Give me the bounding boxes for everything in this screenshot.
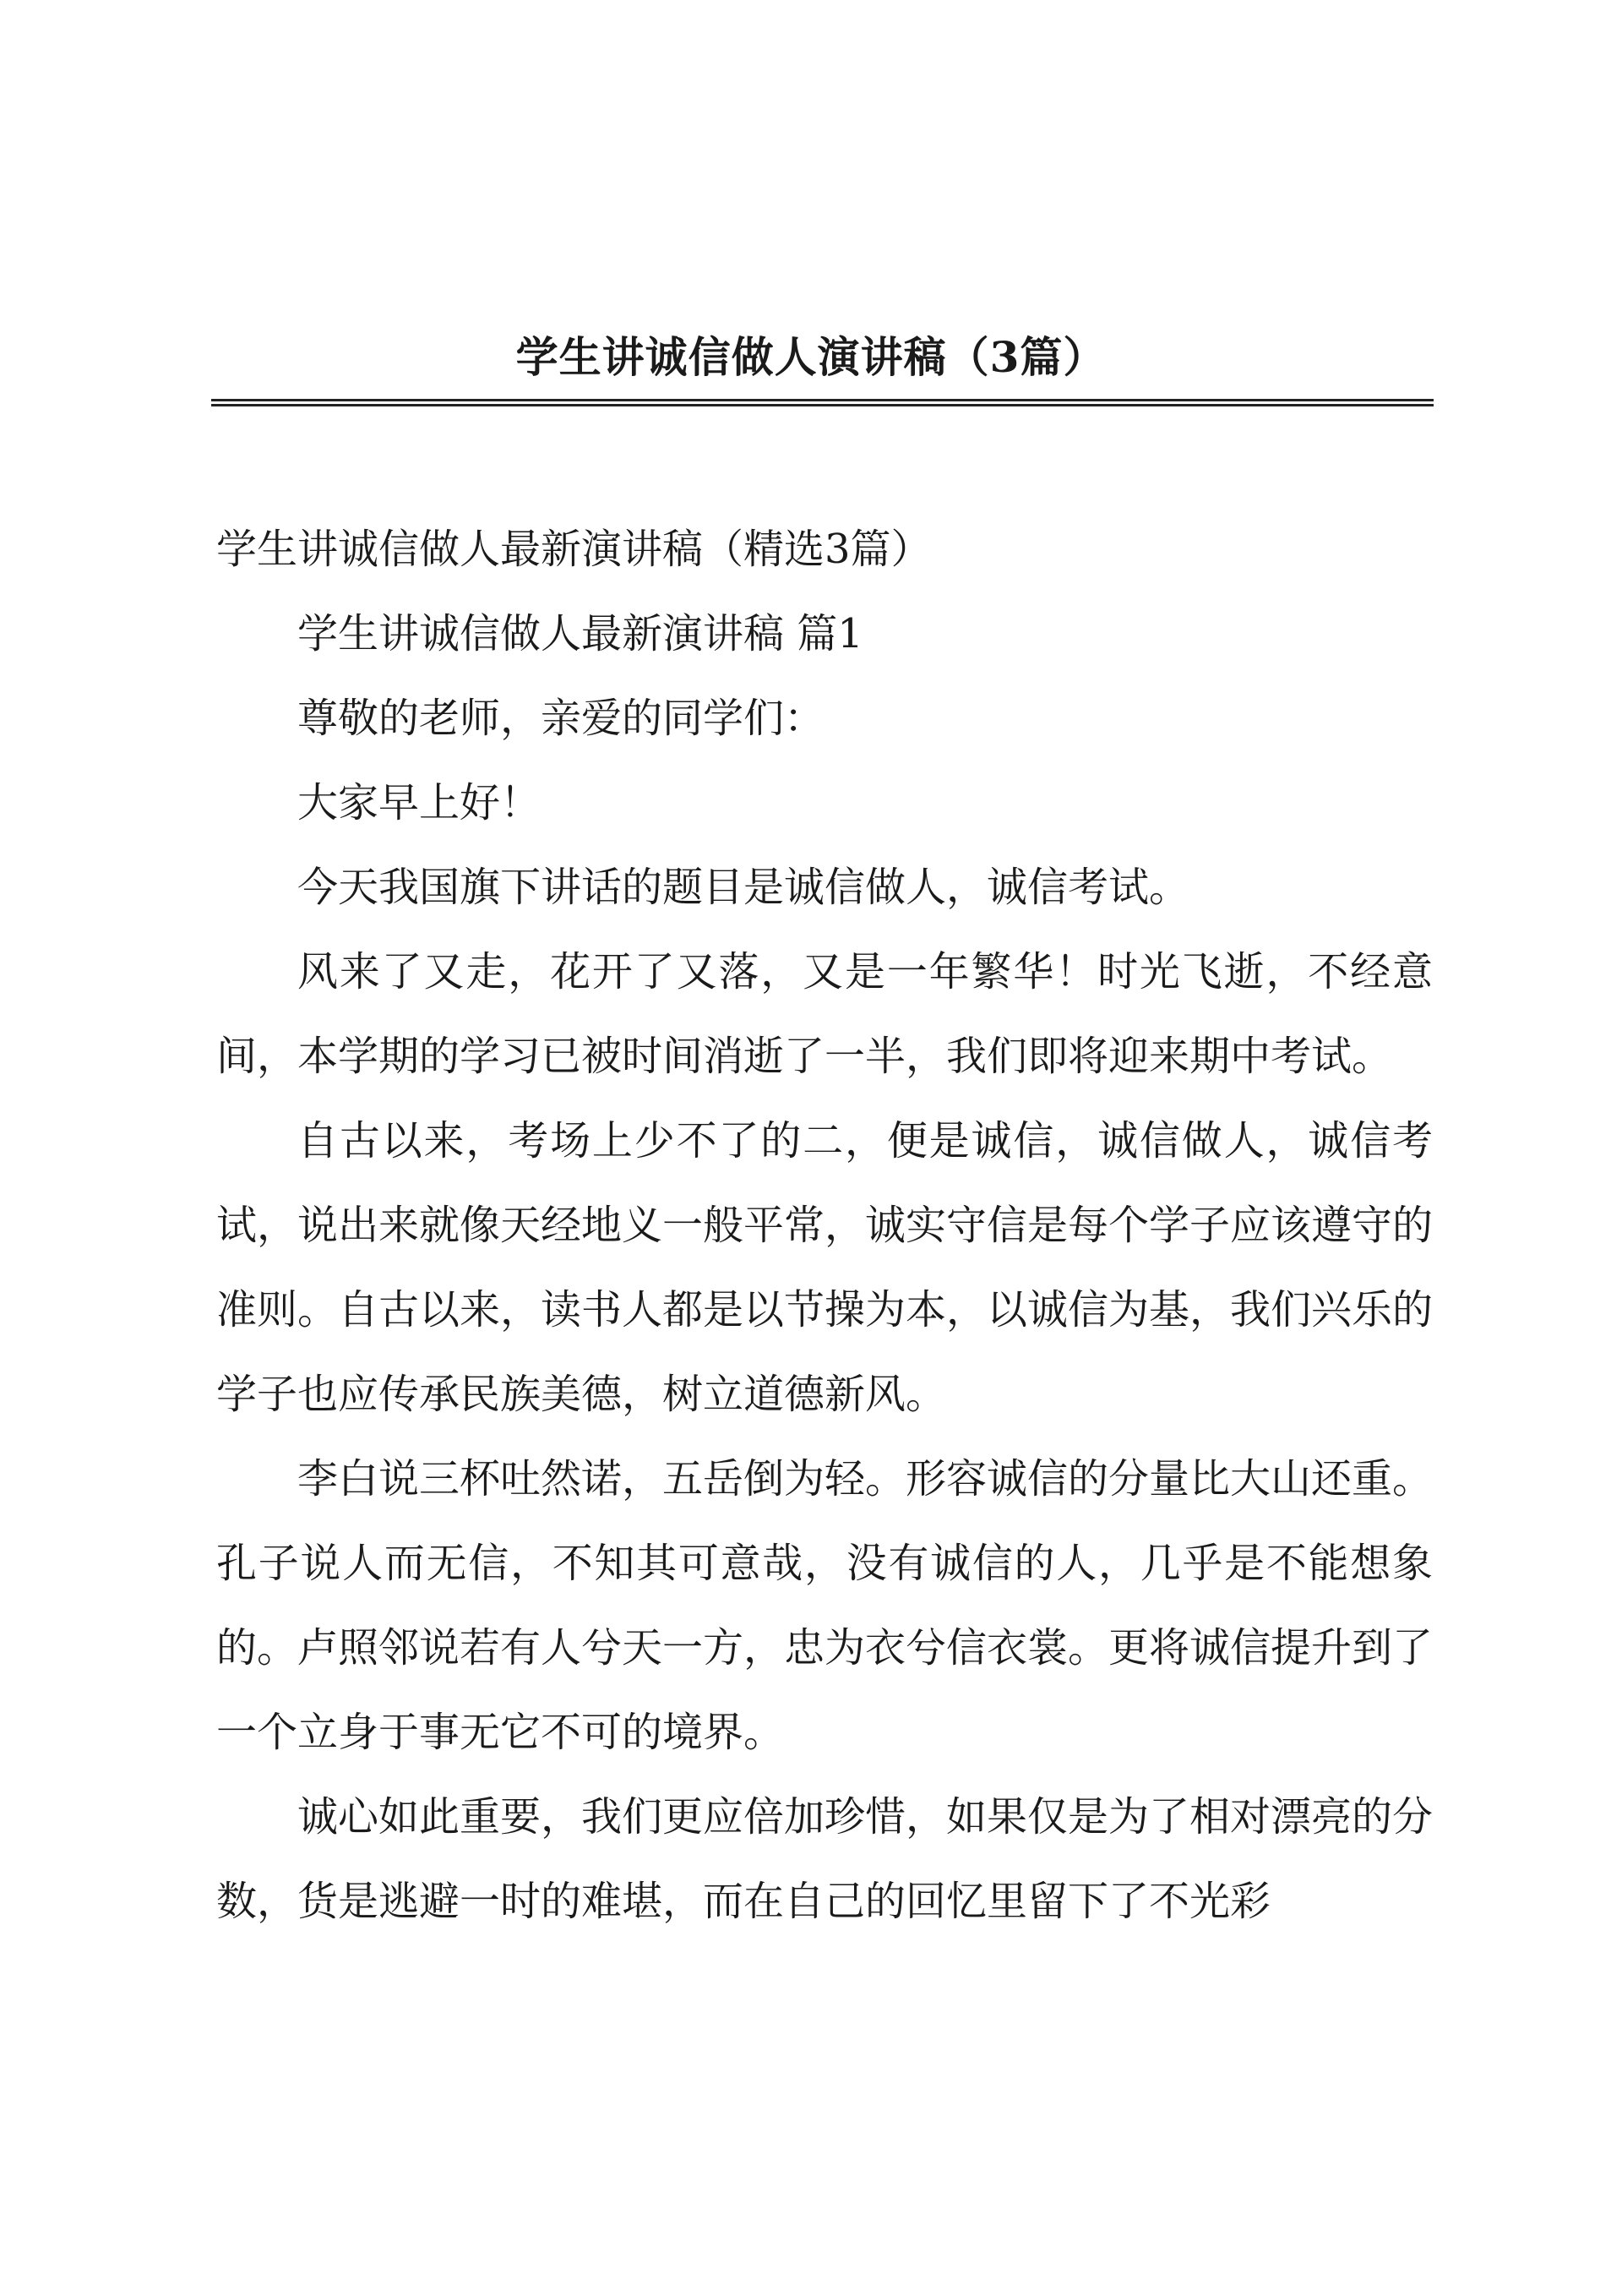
topic-paragraph: 今天我国旗下讲话的题目是诚信做人，诚信考试。 [297,864,1190,911]
body-paragraph: 风来了又走，花开了又落，又是一年繁华！时光飞逝，不经意间，本学期的学习已被时间消逝了一半，我们即将迎来期中考试。 [216,948,1433,1080]
salutation-paragraph: 尊敬的老师，亲爱的同学们： [297,695,825,742]
title-divider-thin [211,399,1434,401]
document-title: 学生讲诚信做人演讲稿（3篇） [515,332,1107,382]
title-divider-thick [211,404,1434,406]
body-paragraph: 李白说三杯吐然诺，五岳倒为轻。形容诚信的分量比大山还重。孔子说人而无信，不知其可意哉，没有诚信的人，几乎是不能想象的。卢照邻说若有人兮天一方，忠为衣兮信衣裳。更将诚信提升到了一个立身于事无它不可的境界。 [216,1455,1434,1756]
body-paragraph: 自古以来，考场上少不了的二，便是诚信，诚信做人，诚信考试，说出来就像天经地义一般平常，诚实守信是每个学子应该遵守的准则。自古以来，读书人都是以节操为本，以诚信为基，我们兴乐的学子也应传承民族美德，树立道德新风。 [216,1117,1434,1418]
body-paragraph: 诚心如此重要，我们更应倍加珍惜，如果仅是为了相对漂亮的分数，货是逃避一时的难堪，而在自己的回忆里留下了不光彩 [216,1793,1434,1925]
subtitle-paragraph: 学生讲诚信做人最新演讲稿（精选3篇） [216,526,932,573]
greeting-paragraph: 大家早上好！ [297,779,542,826]
document-body [216,507,1433,1944]
section-heading: 学生讲诚信做人最新演讲稿 篇1 [297,610,863,657]
